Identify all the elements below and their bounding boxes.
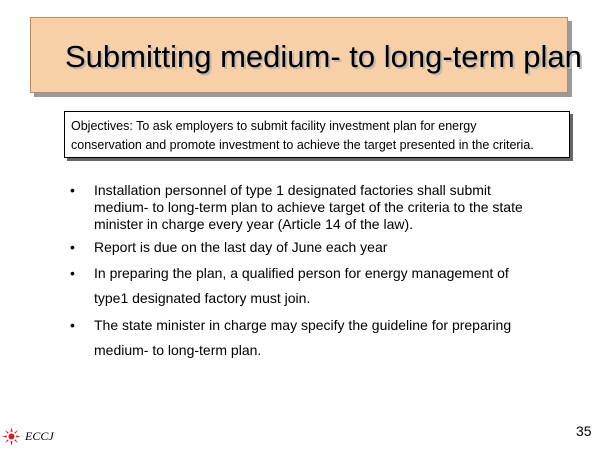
bullet-line: type1 designated factory must join. [94, 290, 311, 306]
bullet-line: Installation personnel of type 1 designated factories shall submit [94, 182, 491, 198]
bullet-item [70, 261, 560, 311]
slide-title: Submitting medium- to long-term plan [65, 39, 582, 74]
bullet-line: minister in charge every year (Article 14 of the law). [94, 216, 414, 232]
objectives-line-2: conservation and promote investment to achieve the target presented in the criteria. [71, 137, 534, 152]
bullet-line: Report is due on the last day of June each year [94, 239, 388, 255]
bullet-list [70, 182, 560, 363]
logo-text: ECCJ [25, 429, 54, 443]
bullet-line: The state minister in charge may specify the guideline for preparing [94, 317, 512, 333]
bullet-marker: • [70, 317, 75, 333]
objectives-box [64, 111, 570, 158]
eccj-logo [2, 427, 54, 446]
bullet-line: medium- to long-term plan to achieve target of the criteria to the state [94, 199, 523, 215]
page-number: 35 [576, 423, 592, 439]
bullet-line: In preparing the plan, a qualified person for energy management of [94, 265, 509, 281]
bullet-line: medium- to long-term plan. [94, 342, 262, 358]
bullet-item [70, 313, 560, 363]
title-banner [30, 17, 582, 93]
bullet-marker: • [70, 239, 75, 255]
bullet-marker: • [70, 182, 75, 198]
bullet-item [70, 239, 560, 256]
bullet-item [70, 182, 560, 233]
bullet-marker: • [70, 265, 75, 281]
objectives-line-1: Objectives: To ask employers to submit facility investment plan for energy [71, 119, 477, 133]
eccj-sun-logo-icon [2, 427, 21, 446]
